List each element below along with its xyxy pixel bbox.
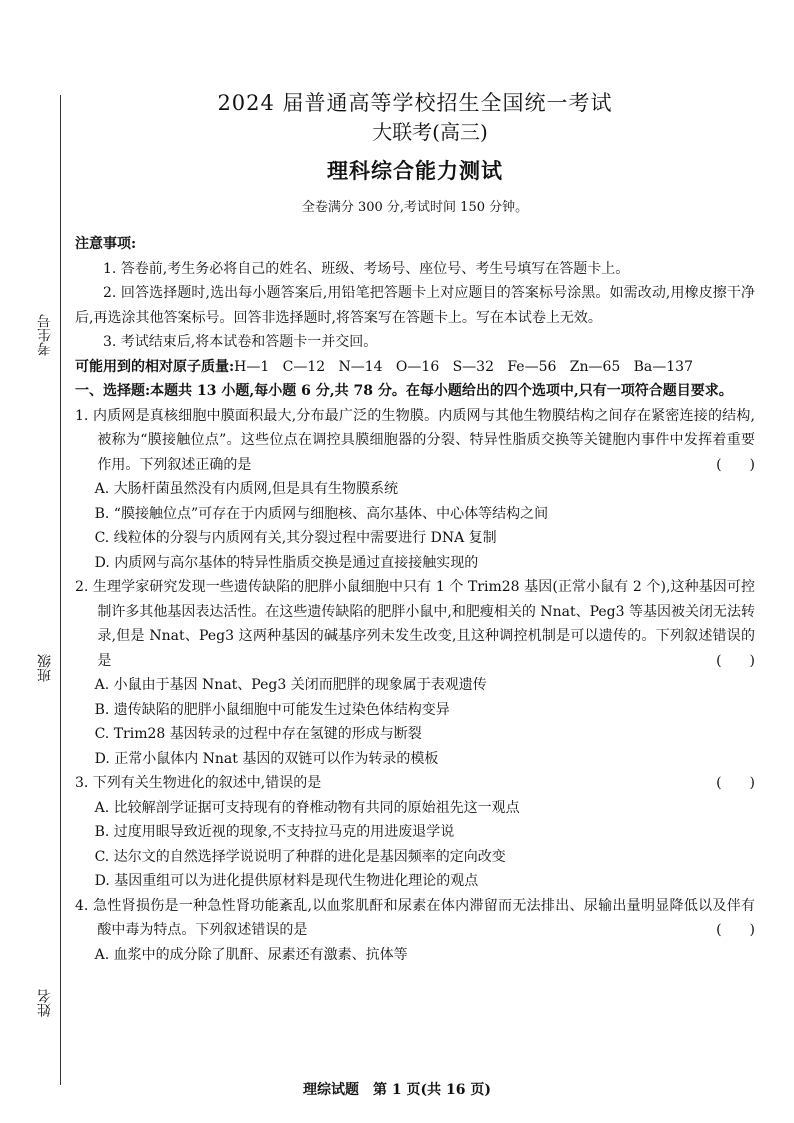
question-stem: 3. 下列有关生物进化的叙述中,错误的是 ( ) <box>75 771 755 796</box>
notice-item: 2. 回答选择题时,选出每小题答案后,用铅笔把答题卡上对应题目的答案标号涂黑。如需改动,用橡皮擦干净后,再选涂其他答案标号。回答非选择题时,将答案写在答题卡上。写在本试卷上无效。 <box>75 285 755 326</box>
answer-paren: ( ) <box>716 456 755 473</box>
answer-paren: ( ) <box>716 922 755 938</box>
option-a: A. 大肠杆菌虽然没有内质网,但是具有生物膜系统 <box>94 481 399 497</box>
option-a: A. 血浆中的成分除了肌酐、尿素还有激素、抗体等 <box>94 946 408 963</box>
answer-paren: ( ) <box>716 775 755 791</box>
atomic-masses-values: H—1 C—12 N—14 O—16 S—32 Fe—56 Zn—65 Ba—137 <box>234 358 693 375</box>
margin-label-name: 姓名 <box>38 985 58 1021</box>
option-c: C. Trim28 基因转录的过程中存在氢键的形成与断裂 <box>94 726 422 742</box>
exam-page <box>75 88 755 967</box>
answer-paren: ( ) <box>716 652 755 669</box>
question-3 <box>75 771 755 894</box>
option-b: B. “膜接触位点”可存在于内质网与细胞核、高尔基体、中心体等结构之间 <box>94 505 549 522</box>
subject-title: 理科综合能力测试 <box>327 158 503 183</box>
question-stem: 1. 内质网是真核细胞中膜面积最大,分布最广泛的生物膜。内质网与其他生物膜结构之间存在紧密连接的结构,被称为“膜接触位点”。这些位点在调控具膜细胞器的分裂、特异性脂质交换等关键胞内事件中发挥着重要作用。下列叙述正确的是 ( ) <box>75 404 755 478</box>
atomic-masses-label: 可能用到的相对原子质量: <box>75 358 235 375</box>
question-1 <box>75 404 755 576</box>
option-d: D. 基因重组可以为进化提供原材料是现代生物进化理论的观点 <box>94 873 479 889</box>
exam-subtitle: 大联考(高三) <box>372 120 488 144</box>
binding-margin-line <box>60 95 61 1085</box>
option-a: A. 比较解剖学证据可支持现有的脊椎动物有共同的原始祖先这一观点 <box>94 799 520 816</box>
atomic-masses <box>75 355 755 380</box>
question-2 <box>75 575 755 771</box>
question-stem: 4. 急性肾损伤是一种急性肾功能紊乱,以血浆肌酐和尿素在体内滞留而无法排出、尿输出量明显降低以及伴有酸中毒为特点。下列叙述错误的是 ( ) <box>75 894 755 943</box>
margin-label-class: 班级 <box>38 650 58 686</box>
exam-title: 2024 届普通高等学校招生全国统一考试 <box>217 91 613 115</box>
margin-label-exam-number: 考生号 <box>38 310 58 360</box>
option-c: C. 线粒体的分裂与内质网有关,其分裂过程中需要进行 DNA 复制 <box>94 530 497 546</box>
question-4 <box>75 894 755 968</box>
option-d: D. 正常小鼠体内 Nnat 基因的双链可以作为转录的模板 <box>94 750 439 767</box>
score-info: 全卷满分 300 分,考试时间 150 分钟。 <box>301 200 529 215</box>
option-c: C. 达尔文的自然选择学说说明了种群的进化是基因频率的定向改变 <box>94 848 506 865</box>
notice-title: 注意事项: <box>75 236 137 252</box>
option-d: D. 内质网与高尔基体的特异性脂质交换是通过直接接触实现的 <box>94 554 479 571</box>
option-b: B. 遗传缺陷的肥胖小鼠细胞中可能发生过染色体结构变异 <box>94 701 450 718</box>
notice-item: 1. 答卷前,考生务必将自己的姓名、班级、考场号、座位号、考生号填写在答题卡上。 <box>103 260 630 277</box>
question-stem: 2. 生理学家研究发现一些遗传缺陷的肥胖小鼠细胞中只有 1 个 Trim28 基因(正常小鼠有 2 个),这种基因可控制许多其他基因表达活性。在这些遗传缺陷的肥胖小鼠中,和肥瘦相关的 Nnat、Peg3 等基因被关闭无法转录,但是 Nnat、Peg3 这两种基因的碱基序列未发生改变,且这种调控机制是可以遗传的。下列叙述错误的是 ( ) <box>75 575 755 673</box>
page-footer: 理综试题 第 1 页(共 16 页) <box>303 1082 491 1098</box>
notice-item: 3. 考试结束后,将本试卷和答题卡一并交回。 <box>103 334 378 350</box>
option-b: B. 过度用眼导致近视的现象,不支持拉马克的用进废退学说 <box>94 824 455 840</box>
section-heading: 一、选择题:本题共 13 小题,每小题 6 分,共 78 分。在每小题给出的四个选项中,只有一项符合题目要求。 <box>75 383 733 399</box>
option-a: A. 小鼠由于基因 Nnat、Peg3 关闭而肥胖的现象属于表观遗传 <box>94 677 487 693</box>
